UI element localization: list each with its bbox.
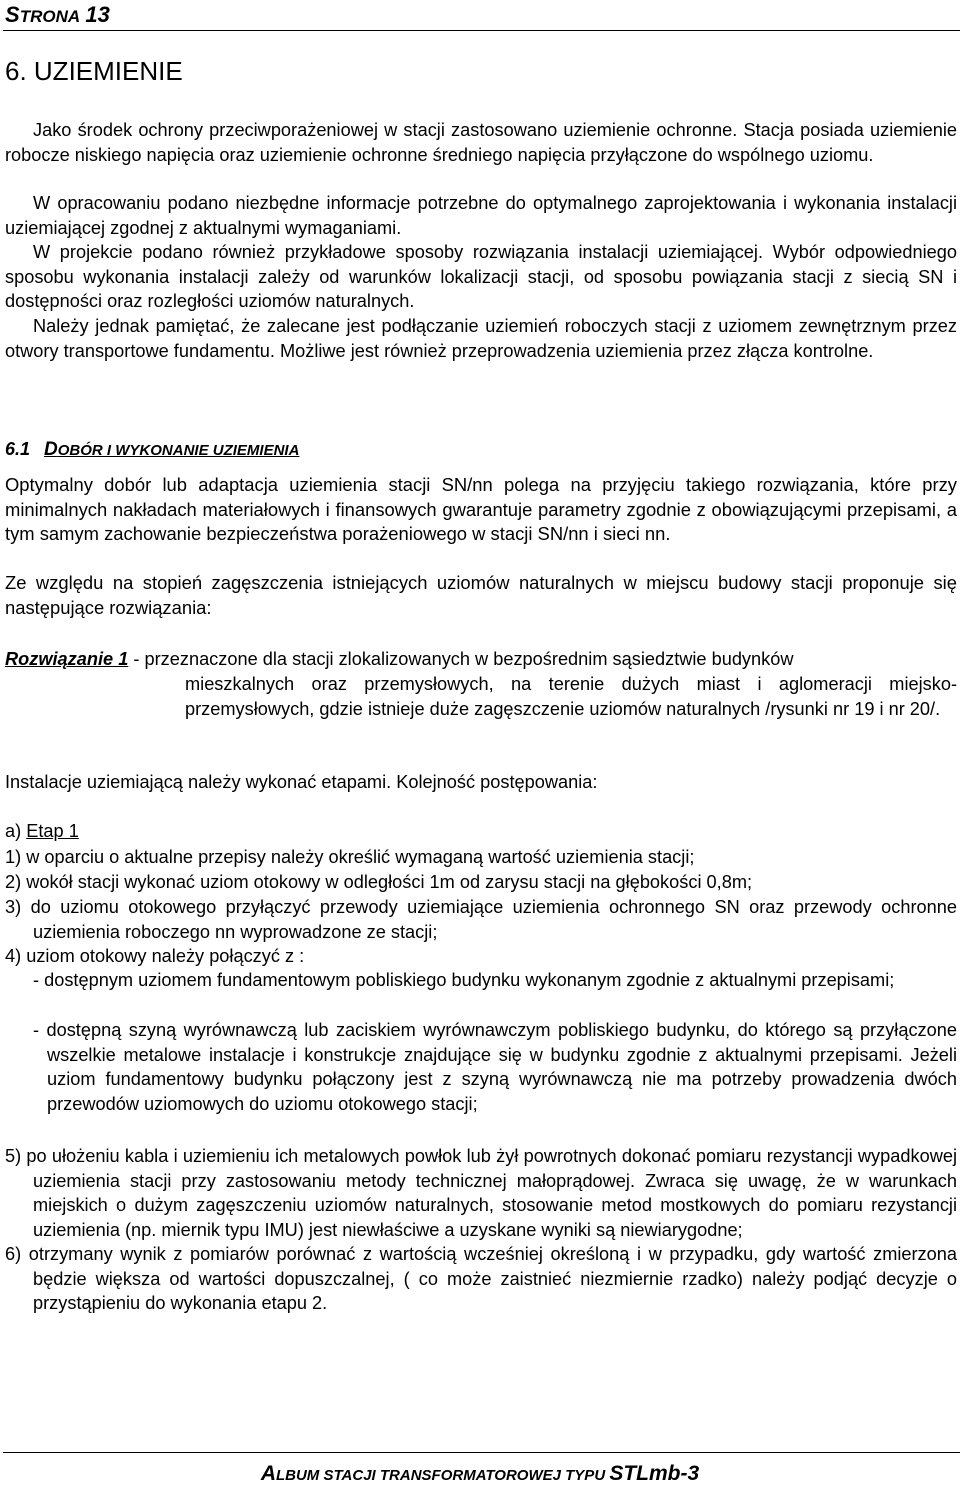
page-number: 13 <box>85 2 110 27</box>
stage-label: Etap 1 <box>26 821 79 841</box>
intro-paragraph-1: Jako środek ochrony przeciwporażeniowej w stacji zastosowano uziemienie ochronne. Stacja posiada uziemienie robocze niskiego napięcia oraz uziemienie ochronne średniego napięcia przyłączone do wspólnego uziomu. <box>5 120 957 165</box>
list-item-5: 5) po ułożeniu kabla i uziemieniu ich metalowych powłok lub żył powrotnych dokonać pomiaru rezystancji wypadkowej uziemienia stacji przy zastosowaniu metody technicznej małoprądowej. Zwraca się uwagę, że w warunkach miejskich o dużym zagęszczeniu uziomów naturalnych, stosowanie metod mostkowych do pomiaru rezystancji uziemienia (np. miernik typu IMU) jest niewłaściwe a uzyskane wyniki są niewiarygodne; <box>5 1146 957 1240</box>
solution-1-label: Rozwiązanie 1 <box>5 649 129 669</box>
page-header <box>5 2 110 28</box>
list-item-2: 2) wokół stacji wykonać uziom otokowy w odległości 1m od zarysu stacji na głębokości 0,8m; <box>5 872 753 892</box>
stage-heading <box>5 819 957 844</box>
solution-1-lead-text: - przeznaczone dla stacji zlokalizowanych w bezpośrednim sąsiedztwie budynków <box>128 649 794 669</box>
intro-paragraph-4: Należy jednak pamiętać, że zalecane jest podłączanie uziemień roboczych stacji z uziomem zewnętrznym przez otwory transportowe fundamentu. Możliwe jest również przeprowadzenia uziemienia przez złącza kontrolne. <box>5 316 957 361</box>
footer-title: LBUM STACJI TRANSFORMATOROWEJ TYPU <box>275 1467 610 1484</box>
section-paragraph-2: Ze względu na stopień zagęszczenia istniejących uziomów naturalnych w miejscu budowy stacji proponuje się następujące rozwiązania: <box>5 572 957 618</box>
stages-intro: Instalacje uziemiającą należy wykonać etapami. Kolejność postępowania: <box>5 772 598 792</box>
list-item-3: 3) do uziomu otokowego przyłączyć przewody uziemiające uziemienia ochronnego SN oraz przewody ochronne uziemienia roboczego nn wyprowadzone ze stacji; <box>5 897 957 942</box>
header-divider <box>3 30 960 31</box>
section-heading <box>5 439 299 461</box>
list-item-6: 6) otrzymany wynik z pomiarów porównać z wartością wcześniej określoną i w przypadku, gdy wartość zmierzona będzie większa od wartości dopuszczalnej, ( co może zaistnieć niezmiernie rzadko) należy podjąć decyzje o przystąpieniu do wykonania etapu 2. <box>5 1244 957 1313</box>
list-item-4: 4) uziom otokowy należy połączyć z : <box>5 946 305 966</box>
solution-1-continuation: mieszkalnych oraz przemysłowych, na terenie dużych miast i aglomeracji miejsko-przemysłowych, gdzie istnieje duże zagęszczenie uziomów naturalnych /rysunki nr 19 i nr 20/. <box>185 674 957 719</box>
section-paragraph-1: Optymalny dobór lub adaptacja uziemienia stacji SN/nn polega na przyjęciu takiego rozwiązania, które przy minimalnych nakładach materiałowych i finansowych gwarantuje parametry zgodnie z obowiązującymi przepisami, a tym samym zachowanie bezpieczeństwa porażeniowego w stacji SN/nn i sieci nn. <box>5 474 957 544</box>
sub-list-item-2: - dostępną szyną wyrównawczą lub zaciskiem wyrównawczym pobliskiego budynku, do którego są przyłączone wszelkie metalowe instalacje i konstrukcje znajdujące się w budynku zgodnie z aktualnymi przepisami. Jeżeli uziom fundamentowy budynku połączony jest z szyną wyrównawczą nie ma potrzeby prowadzenia dwóch przewodów uziomowych do uziomu otokowego stacji; <box>33 1020 957 1114</box>
footer-model: STLmb-3 <box>609 1462 700 1485</box>
page-label-rest: TRONA <box>19 7 81 26</box>
page-label-initial: S <box>5 2 20 27</box>
sub-list-item-1: - dostępnym uziomem fundamentowym pobliskiego budynku wykonanym zgodnie z aktualnymi przepisami; <box>33 970 895 990</box>
footer-initial: A <box>260 1462 276 1485</box>
section-title-initial: D <box>44 439 58 460</box>
intro-paragraph-2: W opracowaniu podano niezbędne informacje potrzebne do optymalnego zaprojektowania i wykonania instalacji uziemiającej zgodnej z aktualnymi wymaganiami. <box>5 193 957 238</box>
section-title-rest: OBÓR I WYKONANIE UZIEMIENIA <box>57 442 300 459</box>
footer-divider <box>3 1452 960 1453</box>
list-item-1: 1) w oparciu o aktualne przepisy należy określić wymaganą wartość uziemienia stacji; <box>5 847 695 867</box>
intro-paragraph-3: W projekcie podano również przykładowe sposoby rozwiązania instalacji uziemiającej. Wybór odpowiedniego sposobu wykonania instalacji zależy od warunków lokalizacji stacji, od sposobu powiązania stacji z siecią SN i dostępności oraz rozległości uziomów naturalnych. <box>5 242 957 311</box>
chapter-title: 6. UZIEMIENIE <box>5 56 183 86</box>
stage-prefix: a) <box>5 821 27 841</box>
page-footer <box>0 1462 960 1486</box>
section-number: 6.1 <box>5 439 31 459</box>
solution-1-lead <box>5 647 957 672</box>
